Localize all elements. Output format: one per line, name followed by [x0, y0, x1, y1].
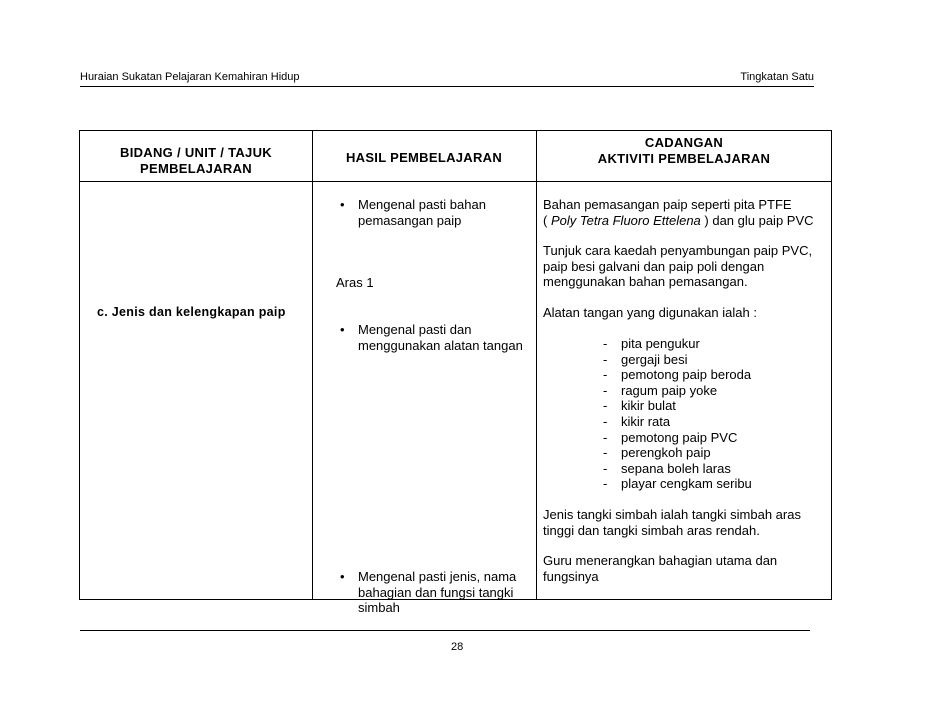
footer-divider: [80, 630, 810, 631]
activity-demonstration: Tunjuk cara kaedah penyambungan paip PVC, paip besi galvani dan paip poli dengan menggunakan bahan pemasangan.: [543, 243, 813, 289]
list-item: - pemotong paip PVC: [603, 430, 752, 446]
level-label: Aras 1: [336, 275, 374, 290]
page-number: 28: [451, 641, 464, 653]
list-item: - pita pengukur: [603, 336, 752, 352]
list-item: - kikir bulat: [603, 398, 752, 414]
col1-header: BIDANG / UNIT / TAJUK PEMBELAJARAN: [120, 145, 272, 176]
header-title: Huraian Sukatan Pelajaran Kemahiran Hidup: [80, 71, 300, 83]
col2-header: HASIL PEMBELAJARAN: [345, 150, 503, 165]
col3-header: CADANGAN AKTIVITI PEMBELAJARAN: [597, 135, 771, 166]
list-item: - pemotong paip beroda: [603, 367, 752, 383]
outcome-item: • Mengenal pasti dan menggunakan alatan tangan: [336, 322, 942, 353]
column-divider-1: [312, 131, 313, 599]
list-item: - ragum paip yoke: [603, 383, 752, 399]
activity-tank-types: Jenis tangki simbah ialah tangki simbah aras tinggi dan tangki simbah aras rendah.: [543, 507, 801, 538]
list-item: - playar cengkam seribu: [603, 476, 752, 492]
topic-label: c. Jenis dan kelengkapan paip: [97, 305, 286, 319]
list-item: - gergaji besi: [603, 352, 752, 368]
header-grade: Tingkatan Satu: [740, 71, 814, 83]
list-item: - kikir rata: [603, 414, 752, 430]
page-header: [80, 70, 814, 87]
activity-tank-parts: Guru menerangkan bahagian utama dan fungsinya: [543, 553, 778, 584]
list-item: - sepana boleh laras: [603, 461, 752, 477]
activity-materials: Bahan pemasangan paip seperti pita PTFE ( Poly Tetra Fluoro Ettelena ) dan glu paip PVC: [543, 197, 814, 228]
list-item: - perengkoh paip: [603, 445, 752, 461]
outcome-item: • Mengenal pasti bahan pemasangan paip: [336, 197, 942, 228]
tools-list: [603, 336, 752, 492]
header-row-divider: [80, 181, 831, 182]
activity-tools-intro: Alatan tangan yang digunakan ialah :: [543, 305, 757, 320]
outcome-item: • Mengenal pasti jenis, nama bahagian dan fungsi tangki simbah: [336, 569, 942, 616]
